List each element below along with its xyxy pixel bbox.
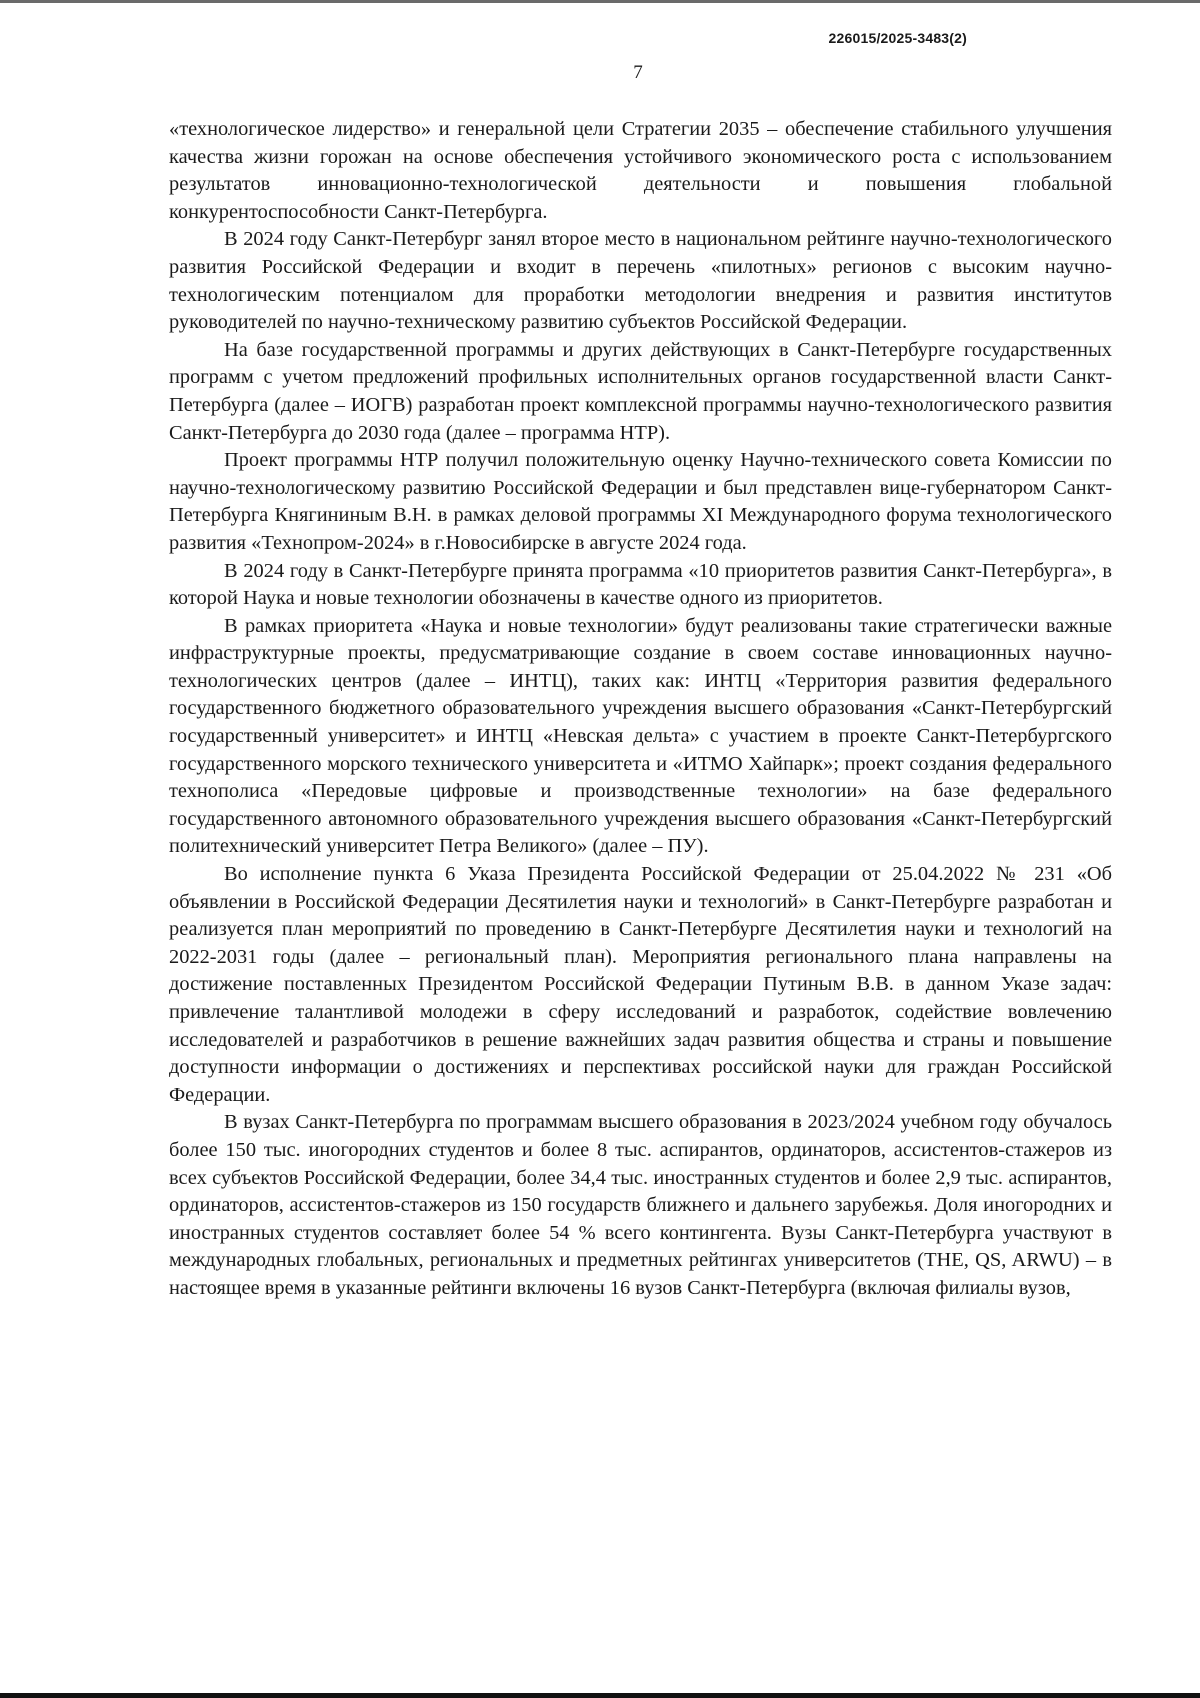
bottom-edge-line bbox=[0, 1693, 1200, 1698]
paragraph: Во исполнение пункта 6 Указа Президента Российской Федерации от 25.04.2022 № 231 «Об объявлении в Российской Федерации Десятилетия науки и технологий» в Санкт-Петербурге разработан и реализуется план мероприятий по проведению в Санкт-Петербурге Десятилетия науки и технологий на 2022-2031 годы (далее – региональный план). Мероприятия регионального плана направлены на достижение поставленных Президентом Российской Федерации Путиным В.В. в данном Указе задач: привлечение талантливой молодежи в сферу исследований и разработок, содействие вовлечению исследователей и разработчиков в решение важнейших задач развития общества и страны и повышение доступности информации о достижениях и перспективах российской науки для граждан Российской Федерации. bbox=[169, 863, 1112, 1106]
paragraph: Проект программы НТР получил положительную оценку Научно-технического совета Комиссии по научно-технологическому развитию Российской Федерации и был представлен вице-губернатором Санкт-Петербурга Княгининым В.Н. в рамках деловой программы XI Международного форума технологического развития «Технопром-2024» в г.Новосибирске в августе 2024 года. bbox=[169, 449, 1112, 554]
page-number: 7 bbox=[633, 62, 643, 83]
paragraph: В 2024 году Санкт-Петербург занял второе место в национальном рейтинге научно-технологического развития Российской Федерации и входит в перечень «пилотных» регионов с высоким научно-технологическим потенциалом для проработки методологии внедрения и развития институтов руководителей по научно-техническому развитию субъектов Российской Федерации. bbox=[169, 228, 1112, 334]
document-registration-number: 226015/2025-3483(2) bbox=[828, 30, 967, 46]
top-edge-line bbox=[0, 0, 1200, 3]
paragraph: На базе государственной программы и других действующих в Санкт-Петербурге государственных программ с учетом предложений профильных исполнительных органов государственной власти Санкт-Петербурга (далее – ИОГВ) разработан проект комплексной программы научно-технологического развития Санкт-Петербурга до 2030 года (далее – программа НТР). bbox=[169, 338, 1112, 444]
paragraph: В 2024 году в Санкт-Петербурге принята программа «10 приоритетов развития Санкт-Петербурга», в которой Наука и новые технологии обозначены в качестве одного из приоритетов. bbox=[169, 559, 1112, 610]
paragraph: В вузах Санкт-Петербурга по программам высшего образования в 2023/2024 учебном году обучалось более 150 тыс. иногородних студентов и более 8 тыс. аспирантов, ординаторов, ассистентов-стажеров из всех субъектов Российской Федерации, более 34,4 тыс. иностранных студентов и более 2,9 тыс. аспирантов, ординаторов, ассистентов-стажеров из 150 государств ближнего и дальнего зарубежья. Доля иногородних и иностранных студентов составляет более 54 % всего контингента. Вузы Санкт-Петербурга участвуют в международных глобальных, региональных и предметных рейтингах университетов (THE, QS, ARWU) – в настоящее время в указанные рейтинги включены 16 вузов Санкт-Петербурга (включая филиалы вузов, bbox=[169, 1111, 1112, 1299]
paragraph: «технологическое лидерство» и генеральной цели Стратегии 2035 – обеспечение стабильного улучшения качества жизни горожан на основе обеспечения устойчивого экономического роста с использованием результатов инновационно-технологической деятельности и повышения глобальной конкурентоспособности Санкт-Петербурга. bbox=[169, 118, 1112, 223]
body-text bbox=[169, 116, 1112, 1303]
paragraph: В рамках приоритета «Наука и новые технологии» будут реализованы такие стратегически важные инфраструктурные проекты, предусматривающие создание в своем составе инновационных научно-технологических центров (далее – ИНТЦ), таких как: ИНТЦ «Территория развития федерального государственного бюджетного образовательного учреждения высшего образования «Санкт-Петербургский государственный университет» и ИНТЦ «Невская дельта» с участием в проекте Санкт-Петербургского государственного морского технического университета и «ИТМО Хайпарк»; проект создания федерального технополиса «Передовые цифровые и производственные технологии» на базе федерального государственного автономного образовательного учреждения высшего образования «Санкт-Петербургский политехнический университет Петра Великого» (далее – ПУ). bbox=[169, 614, 1112, 858]
